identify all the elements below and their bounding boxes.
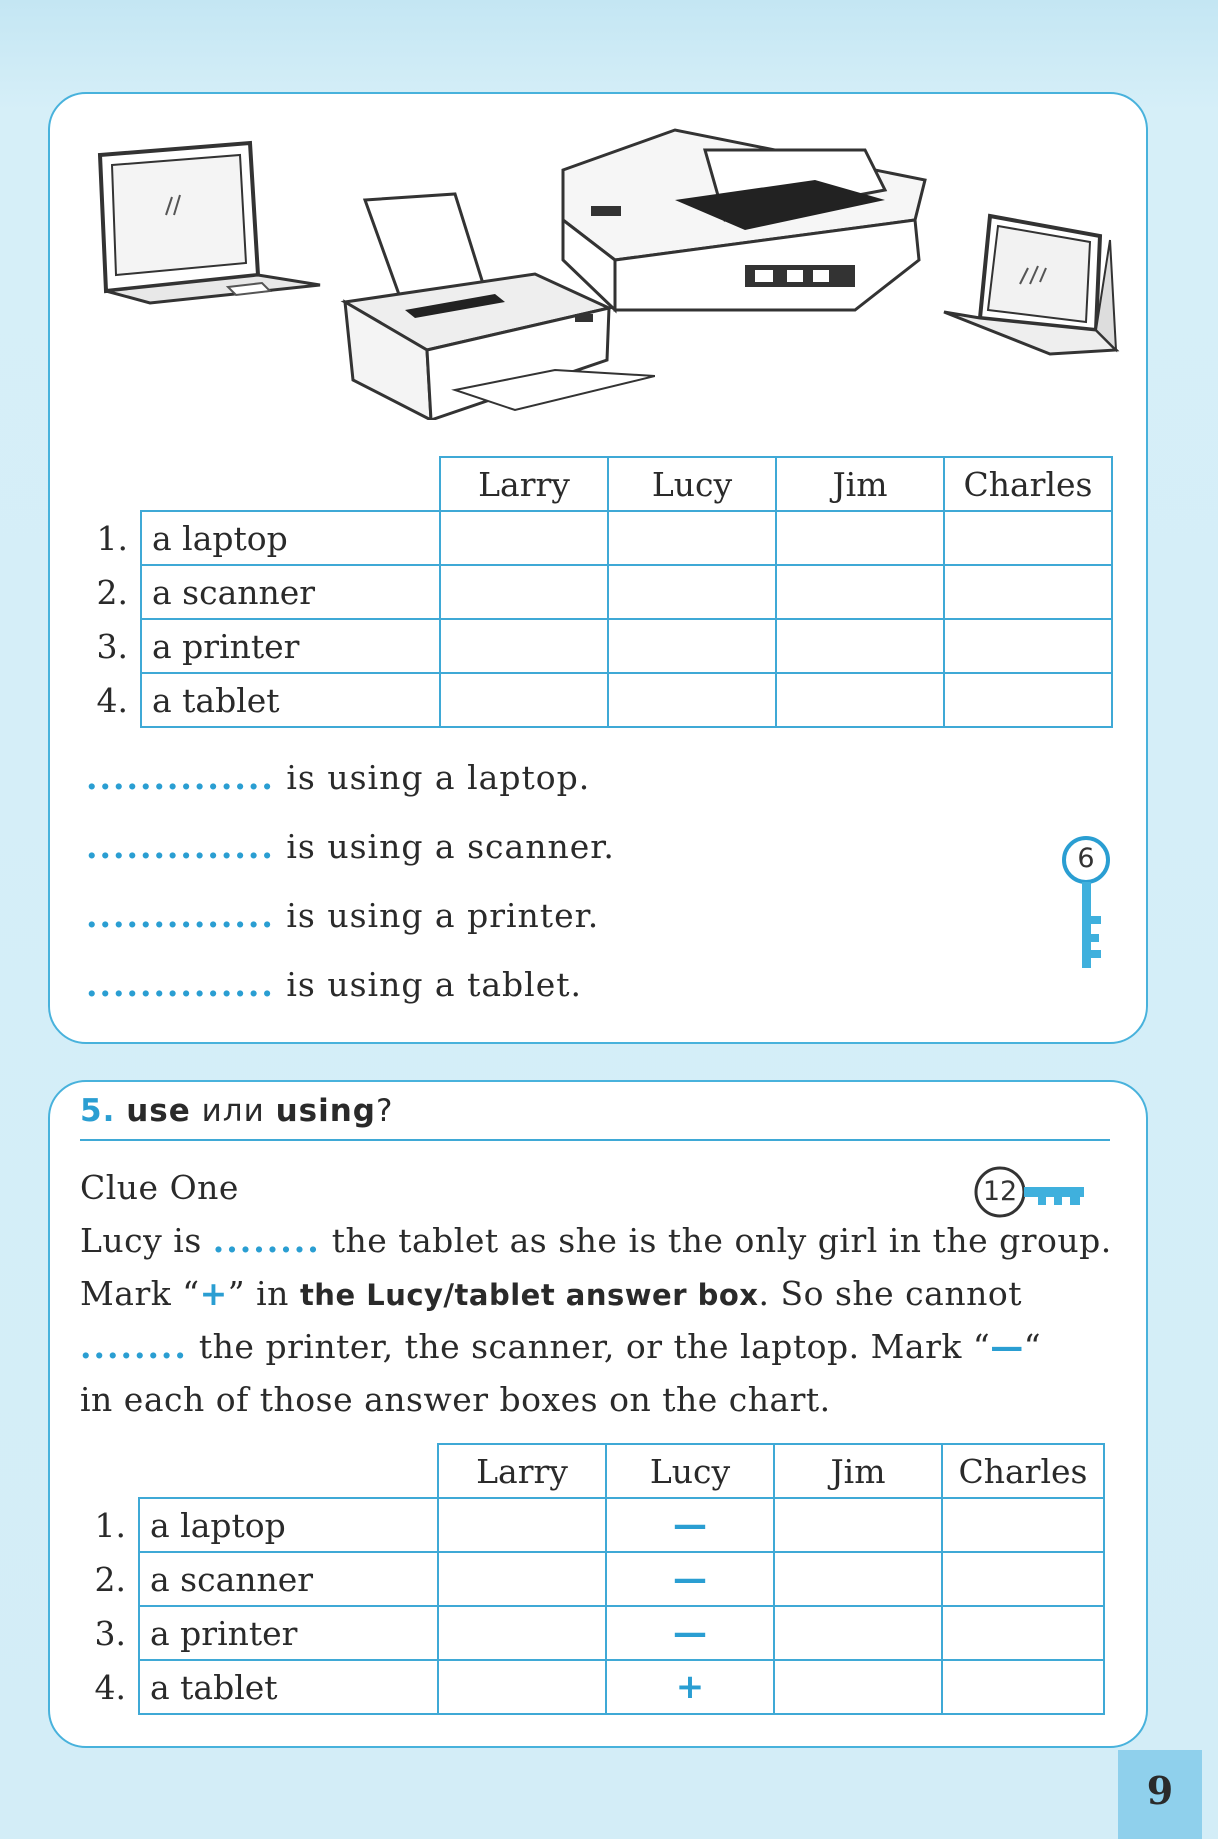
row-item: a tablet bbox=[141, 673, 440, 727]
answer-cell[interactable] bbox=[438, 1606, 606, 1660]
sentence-scanner bbox=[86, 827, 615, 866]
row-item: a scanner bbox=[139, 1552, 438, 1606]
table-row bbox=[76, 1552, 1104, 1606]
answer-cell[interactable] bbox=[608, 619, 776, 673]
row-number: 3. bbox=[96, 626, 128, 666]
question-mark: ? bbox=[376, 1093, 394, 1129]
table-row bbox=[78, 565, 1112, 619]
word-use: use bbox=[126, 1093, 191, 1129]
word-using: using bbox=[275, 1093, 377, 1129]
answer-cell[interactable] bbox=[776, 619, 944, 673]
text: the printer, the scanner, or the laptop. Mark “ bbox=[198, 1327, 991, 1366]
key-number: 6 bbox=[1077, 843, 1095, 874]
column-header-lucy: Lucy bbox=[608, 457, 776, 511]
row-number: 4. bbox=[96, 680, 128, 720]
sentence-text: is using a tablet. bbox=[286, 965, 582, 1004]
column-header-jim: Jim bbox=[776, 457, 944, 511]
clue-line-3 bbox=[80, 1327, 1041, 1366]
row-number: 1. bbox=[94, 1505, 126, 1545]
answer-cell[interactable] bbox=[774, 1552, 942, 1606]
answer-cell[interactable] bbox=[942, 1660, 1104, 1714]
text: . So she cannot bbox=[758, 1274, 1022, 1313]
tablet-illustration bbox=[940, 210, 1120, 360]
text: “ bbox=[1023, 1327, 1042, 1366]
answer-blank[interactable]: ........ bbox=[80, 1327, 188, 1366]
answer-cell[interactable] bbox=[944, 673, 1112, 727]
answer-cell[interactable] bbox=[608, 511, 776, 565]
key-number: 12 bbox=[982, 1176, 1018, 1207]
answer-cell[interactable] bbox=[774, 1606, 942, 1660]
table-row bbox=[78, 673, 1112, 727]
sentence-laptop bbox=[86, 758, 590, 797]
row-number: 3. bbox=[94, 1613, 126, 1653]
table-row bbox=[76, 1606, 1104, 1660]
answer-cell[interactable]: — bbox=[606, 1552, 774, 1606]
column-header-larry: Larry bbox=[440, 457, 608, 511]
answer-cell[interactable] bbox=[942, 1606, 1104, 1660]
column-header-charles: Charles bbox=[944, 457, 1112, 511]
text: ” in bbox=[227, 1274, 289, 1313]
clue-line-2 bbox=[80, 1274, 1022, 1313]
answer-cell[interactable] bbox=[608, 673, 776, 727]
scanner-illustration bbox=[555, 110, 935, 320]
sentence-text: is using a printer. bbox=[286, 896, 600, 935]
answer-cell[interactable]: — bbox=[606, 1606, 774, 1660]
title-divider bbox=[80, 1139, 1110, 1141]
table-row bbox=[78, 619, 1112, 673]
clue-line-4: in each of those answer boxes on the chart. bbox=[80, 1380, 831, 1419]
answer-cell[interactable] bbox=[440, 619, 608, 673]
exercise-number: 5. bbox=[80, 1093, 116, 1129]
laptop-illustration bbox=[80, 135, 340, 305]
text: Lucy is bbox=[80, 1221, 202, 1260]
page-number: 9 bbox=[1146, 1768, 1174, 1813]
answer-cell[interactable] bbox=[776, 511, 944, 565]
answer-blank[interactable]: .............. bbox=[86, 965, 275, 1004]
answer-cell[interactable]: — bbox=[606, 1498, 774, 1552]
answer-cell[interactable] bbox=[440, 511, 608, 565]
plus-sign: + bbox=[199, 1274, 228, 1313]
clue-line-1 bbox=[80, 1221, 1112, 1260]
sentence-text: is using a scanner. bbox=[286, 827, 615, 866]
answer-cell[interactable] bbox=[438, 1552, 606, 1606]
row-item: a laptop bbox=[139, 1498, 438, 1552]
answer-cell[interactable] bbox=[942, 1552, 1104, 1606]
row-number: 2. bbox=[94, 1559, 126, 1599]
row-number: 1. bbox=[96, 518, 128, 558]
answer-cell[interactable] bbox=[942, 1498, 1104, 1552]
text: Mark “ bbox=[80, 1274, 200, 1313]
sentence-printer bbox=[86, 896, 599, 935]
table-header-row bbox=[78, 457, 1112, 511]
column-header-larry: Larry bbox=[438, 1444, 606, 1498]
answer-cell[interactable] bbox=[944, 565, 1112, 619]
answer-blank[interactable]: .............. bbox=[86, 827, 275, 866]
answer-cell[interactable] bbox=[774, 1498, 942, 1552]
answer-blank[interactable]: .............. bbox=[86, 758, 275, 797]
answer-chart-filled bbox=[76, 1443, 1105, 1715]
answer-cell[interactable]: + bbox=[606, 1660, 774, 1714]
row-item: a printer bbox=[141, 619, 440, 673]
answer-cell[interactable] bbox=[776, 565, 944, 619]
answer-cell[interactable] bbox=[776, 673, 944, 727]
answer-cell[interactable] bbox=[944, 511, 1112, 565]
bold-phrase: the Lucy/tablet answer box bbox=[299, 1278, 759, 1312]
connector: или bbox=[201, 1093, 265, 1129]
row-number: 4. bbox=[94, 1667, 126, 1707]
row-item: a laptop bbox=[141, 511, 440, 565]
minus-sign: — bbox=[990, 1327, 1024, 1366]
answer-blank[interactable]: ........ bbox=[212, 1221, 321, 1260]
table-row bbox=[76, 1660, 1104, 1714]
table-row bbox=[78, 511, 1112, 565]
row-number: 2. bbox=[96, 572, 128, 612]
row-item: a tablet bbox=[139, 1660, 438, 1714]
answer-chart-empty bbox=[78, 456, 1113, 728]
answer-blank[interactable]: .............. bbox=[86, 896, 275, 935]
exercise-title bbox=[80, 1093, 393, 1129]
answer-cell[interactable] bbox=[608, 565, 776, 619]
answer-cell[interactable] bbox=[440, 565, 608, 619]
sentence-tablet bbox=[86, 965, 582, 1004]
column-header-jim: Jim bbox=[774, 1444, 942, 1498]
answer-cell[interactable] bbox=[438, 1498, 606, 1552]
table-header-row bbox=[76, 1444, 1104, 1498]
sentence-text: is using a laptop. bbox=[286, 758, 591, 797]
answer-cell[interactable] bbox=[944, 619, 1112, 673]
clue-heading: Clue One bbox=[80, 1168, 239, 1207]
row-item: a scanner bbox=[141, 565, 440, 619]
column-header-charles: Charles bbox=[942, 1444, 1104, 1498]
table-row bbox=[76, 1498, 1104, 1552]
answer-cell[interactable] bbox=[440, 673, 608, 727]
row-item: a printer bbox=[139, 1606, 438, 1660]
answer-cell[interactable] bbox=[774, 1660, 942, 1714]
text: the tablet as she is the only girl in the group. bbox=[331, 1221, 1112, 1260]
column-header-lucy: Lucy bbox=[606, 1444, 774, 1498]
answer-cell[interactable] bbox=[438, 1660, 606, 1714]
